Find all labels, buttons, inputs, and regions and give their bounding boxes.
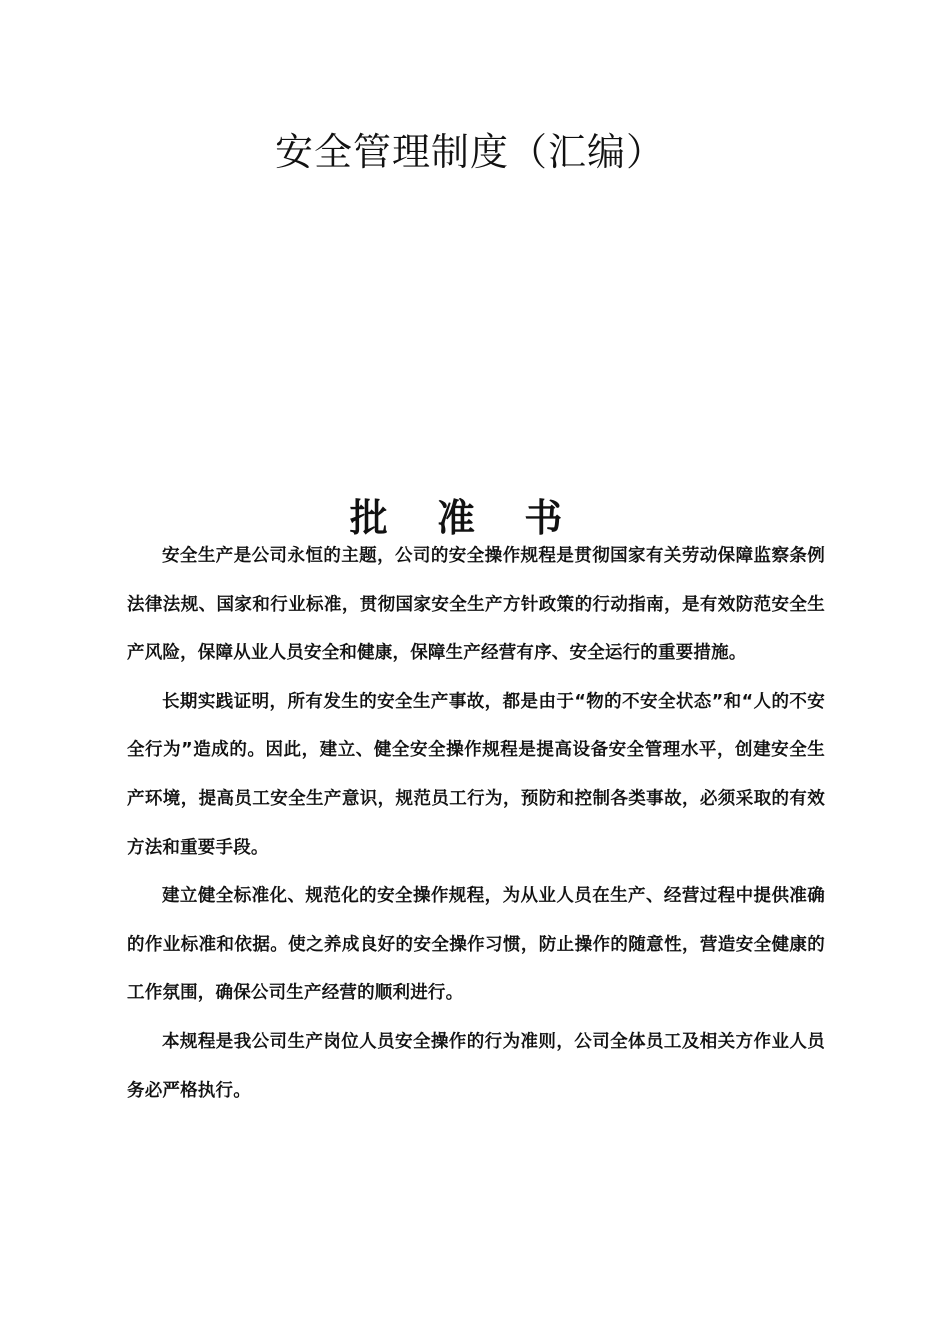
approval-paragraph-1: 安全生产是公司永恒的主题，公司的安全操作规程是贯彻国家有关劳动保障监察条例法律法规、国家和行业标准，贯彻国家安全生产方针政策的行动指南，是有效防范安全生产风险，保障从业人员安全和健康，保障生产经营有序、安全运行的重要措施。	[127, 546, 825, 664]
approval-body	[127, 532, 825, 1115]
approval-paragraph-3: 建立健全标准化、规范化的安全操作规程，为从业人员在生产、经营过程中提供准确的作业标准和依据。使之养成良好的安全操作习惯，防止操作的随意性，营造安全健康的工作氛围，确保公司生产经营的顺利进行。	[127, 886, 825, 1004]
approval-paragraph-2: 长期实践证明，所有发生的安全生产事故，都是由于“物的不安全状态”和“人的不安全行为”造成的。因此，建立、健全安全操作规程是提高设备安全管理水平，创建安全生产环境，提高员工安全生产意识，规范员工行为，预防和控制各类事故，必须采取的有效方法和重要手段。	[127, 691, 825, 858]
document-title: 安全管理制度（汇编）	[274, 130, 665, 174]
approval-heading: 批 准 书	[349, 495, 581, 540]
approval-paragraph-4: 本规程是我公司生产岗位人员安全操作的行为准则，公司全体员工及相关方作业人员务必严格执行。	[127, 1031, 825, 1101]
